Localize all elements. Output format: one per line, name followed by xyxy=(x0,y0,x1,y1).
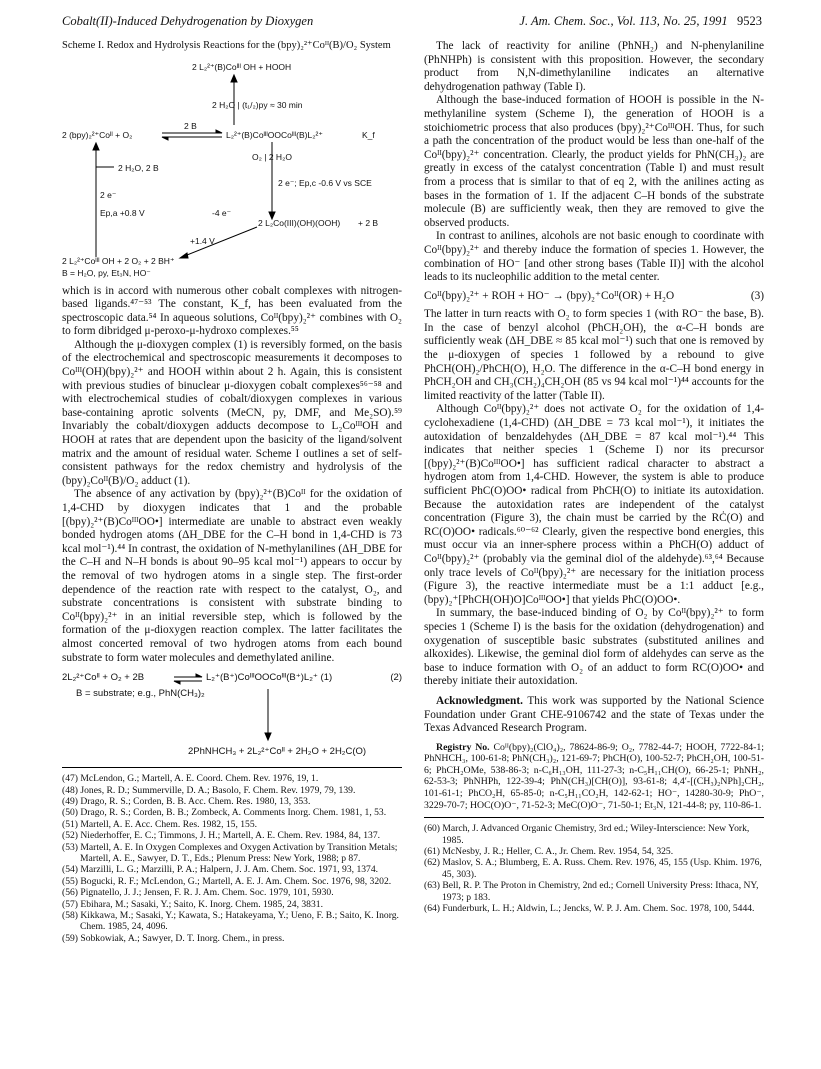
scheme-b-definition: B = H₂O, py, Et₃N, HO⁻ xyxy=(62,267,151,278)
reference-item: (49) Drago, R. S.; Corden, B. B. Acc. Chem. Res. 1980, 13, 353. xyxy=(62,795,311,807)
paragraph: In summary, the base-induced binding of O₂ by Coᴵᴵ(bpy)₂²⁺ to form species 1 (Scheme I) is the basis for the oxidation (dehydrogenation) and oxygenation of susceptible basic substrates (substituted anilines and alkoxides). Likewise, the geminal diol form of aldehydes can serve as the base to induce formation with O₂ of an adduct to form RC(O)OO• and thereby initiate their autoxidation. xyxy=(424,607,764,688)
scheme-hydrolysis-label: 2 H₂O | (t₁/₂)py ≈ 30 min xyxy=(212,99,303,110)
equation-2 xyxy=(62,669,402,761)
reference-item: (54) Marzilli, L. G.; Marzilli, P. A.; Halpern, J. J. Am. Chem. Soc. 1971, 93, 1374. xyxy=(62,864,379,876)
scheme-redox-label: 2 e⁻; Ep,c -0.6 V vs SCE xyxy=(278,177,372,188)
scheme-epa: Ep,a +0.8 V xyxy=(100,207,145,218)
acknowledgment xyxy=(424,695,764,736)
scheme-2e: 2 e⁻ xyxy=(100,189,117,200)
scheme-start: 2 (bpy)₂²⁺Coᴵᴵ + O₂ xyxy=(62,129,133,140)
registry-label: Registry No. xyxy=(436,741,490,753)
header-journal-ref: J. Am. Chem. Soc., Vol. 113, No. 25, 1991 xyxy=(519,14,728,28)
reference-item: (59) Sobkowiak, A.; Sawyer, D. T. Inorg. Chem., in press. xyxy=(62,932,285,944)
scheme-plus-1-4v: +1.4 V xyxy=(190,235,215,246)
page-number: 9523 xyxy=(737,14,762,28)
scheme-arrows xyxy=(62,57,402,279)
reference-item: (64) Funderburk, L. H.; Aldwin, L.; Jencks, W. P. J. Am. Chem. Soc. 1978, 100, 5444. xyxy=(424,903,755,915)
footnote-rule xyxy=(424,817,764,818)
scheme-h2o-2b: 2 H₂O, 2 B xyxy=(118,162,159,173)
scheme-2b: 2 B xyxy=(184,120,197,131)
scheme-minus-4e: -4 e⁻ xyxy=(212,207,232,218)
scheme-plus-2b: + 2 B xyxy=(358,217,379,228)
paragraph: Although Coᴵᴵ(bpy)₂²⁺ does not activate O₂ for the oxidation of 1,4-cyclohexadiene (1,4-CHD) (ΔH_DBE = 73 kcal mol⁻¹), it initiates the autoxidation of benzaldehydes (ΔH_DBE = 87 kcal mol⁻¹).⁴⁴ This indicates that neither species 1 (Scheme I) nor its precursor [(bpy)₂²⁺(B)CoᴵᴵᴵOO•] has sufficient radical character to abstract a hydrogen atom from 1,4-CHD. However, the system is able to produce sufficient PhC(O)OO• radical from PhCH(O) to initiate its autoxidation. Because the autoxidation rates are independent of the catalyst concentration (Figure 3), the chain must be carried by the RĊ(O) and RC(O)OO• radicals.⁶⁰⁻⁶² Clearly, given the respective bond energies, this must occur via an inner-sphere process within a PhCH(O) adduct of Coᴵᴵ(bpy)₂²⁺ (probably via the geminal diol of the aldehyde).⁶³,⁶⁴ Because only trace levels of Coᴵᴵ(bpy)₂²⁺ are necessary for the initiation process (Figure 3), the reactive intermediate must be a 1:1 adduct [e.g., (bpy)₂⁺[PhCH(OH)O]CoᴵᴵᴵOO•] that yields PhC(O)OO•. xyxy=(424,403,764,606)
paragraph: which is in accord with numerous other cobalt complexes with nitrogen-based ligands.⁴⁷⁻⁵³ The constant, K_f, has been evaluated from the spectroscopic data.⁵⁴ In aqueous solutions, Coᴵᴵ(bpy)₂²⁺ combines with O₂ to form dibridged μ-peroxo-μ-hydroxo complexes.⁵⁵ xyxy=(62,284,402,338)
references-left xyxy=(62,773,402,944)
paragraph: In contrast to anilines, alcohols are not basic enough to coordinate with Coᴵᴵ(bpy)₂²⁺ and thereby induce the formation of species 1. However, the combination of HO⁻ [and other strong bases (Table II)] with the alcohol leads to its nucleophilic addition to the metal center. xyxy=(424,230,764,284)
reference-item: (53) Martell, A. E. In Oxygen Complexes and Oxygen Activation by Transition Metals; Martell, A. E., Sawyer, D. T., Eds.; Plenum Press: New York, 1988; p 87. xyxy=(62,841,398,864)
equation-2-products: 2PhNHCH₃ + 2L₂²⁺Coᴵᴵ + 2H₂O + 2H₂C(O) xyxy=(188,746,367,758)
reference-item: (63) Bell, R. P. The Proton in Chemistry, 2nd ed.; Cornell University Press: Ithaca, NY, 1973; p 183. xyxy=(424,880,759,903)
acknowledgment-text: This work was supported by the National Science Foundation under Grant CHE-9106742 and the state of Texas under the Texas Advanced Research Program. xyxy=(424,694,764,735)
scheme-o2-h2o: O₂ | 2 H₂O xyxy=(252,151,292,162)
reference-item: (57) Ebihara, M.; Sasaki, Y.; Saito, K. Inorg. Chem. 1985, 24, 3831. xyxy=(62,898,323,910)
scheme-top-product: 2 L₂²⁺(B)Coᴵᴵᴵ OH + HOOH xyxy=(192,61,292,72)
equation-3 xyxy=(424,290,764,304)
header-title: Cobalt(II)-Induced Dehydrogenation by Dioxygen xyxy=(62,14,314,28)
footnote-rule xyxy=(62,767,402,768)
equation-2-number: (2) xyxy=(390,672,402,684)
scheme-kf: K_f xyxy=(362,129,375,140)
paragraph: Although the base-induced formation of HOOH is possible in the N-methylaniline system (Scheme I), the generation of HOOH is a stoichiometric process that also produces (bpy)₂²⁺CoᴵᴵᴵOH. Thus, for such a path the concentration of the product would be less than one-half of the Coᴵᴵ(bpy)₂²⁺ concentration. Clearly, the product yields for PhN(CH₃)₂ are greatly in excess of the catalyst concentration (Table I) and must result from a process that is similar to that of eq 2, with the anilines acting as bases in the formation of 1. If the adjacent C–H bonds of the substrate molecule (B) are sufficiently weak, then they are removed to give the observed products. xyxy=(424,94,764,229)
right-column xyxy=(424,40,764,915)
acknowledgment-label: Acknowledgment. xyxy=(436,694,523,707)
paragraph: The latter in turn reacts with O₂ to form species 1 (with RO⁻ the base, B). In the case of benzyl alcohol (PhCH₂OH), the α-C–H bonds are sufficiently weak (ΔH_DBE ≈ 85 kcal mol⁻¹) such that one is removed by the μ-dioxygen of species 1 followed by a rebound to give PhCH(OH)₂/PhCH(O), H₂O. The difference in the α-C–H bond energy in PhCH₂OH and CH₃(CH₂)₄CH₂OH (85 vs 94 kcal mol⁻¹)⁴⁴ accounts for the limited reactivity of the latter (Table II). xyxy=(424,308,764,402)
reference-item: (48) Jones, R. D.; Summerville, D. A.; Basolo, F. Chem. Rev. 1979, 79, 139. xyxy=(62,784,356,796)
scheme-ooh-complex: 2 L₂Co(III)(OH)(OOH) xyxy=(258,217,341,228)
reference-item: (60) March, J. Advanced Organic Chemistry, 3rd ed.; Wiley-Interscience: New York, 1985. xyxy=(424,823,750,846)
equation-2-rhs: L₂⁺(B⁺)CoᴵᴵᴵOOCoᴵᴵᴵ(B⁺)L₂⁺ (1) xyxy=(206,672,333,684)
reference-item: (56) Pignatello, J. J.; Jensen, F. R. J. Am. Chem. Soc. 1979, 101, 5930. xyxy=(62,887,334,899)
equation-3-body: Coᴵᴵ(bpy)₂²⁺ + ROH + HO⁻ → (bpy)₂⁺Coᴵᴵ(OR) + H₂O xyxy=(424,289,675,302)
equation-2-substrate-note: B = substrate; e.g., PhN(CH₃)₂ xyxy=(76,688,205,700)
reference-item: (47) McLendon, G.; Martell, A. E. Coord. Chem. Rev. 1976, 19, 1. xyxy=(62,773,319,785)
reference-item: (58) Kikkawa, M.; Sasaki, Y.; Kawata, S.; Hatakeyama, Y.; Ueno, F. B.; Saito, K. Inorg. Chem. 1985, 24, 4096. xyxy=(62,910,399,933)
reference-item: (61) McNesby, J. R.; Heller, C. A., Jr. Chem. Rev. 1954, 54, 325. xyxy=(424,846,674,858)
left-column xyxy=(62,40,402,944)
references-right xyxy=(424,823,764,914)
reference-item: (51) Martell, A. E. Acc. Chem. Res. 1982, 15, 155. xyxy=(62,818,258,830)
scheme-title: Scheme I. Redox and Hydrolysis Reactions for the (bpy)₂²⁺Coᴵᴵ(B)/O₂ System xyxy=(62,40,391,51)
equation-3-number: (3) xyxy=(750,289,764,302)
equation-2-lhs: 2L₂²⁺Coᴵᴵ + O₂ + 2B xyxy=(62,672,145,684)
reference-item: (52) Niederhoffer, E. C.; Timmons, J. H.; Martell, A. E. Chem. Rev. 1984, 84, 137. xyxy=(62,830,381,842)
reference-item: (62) Maslov, S. A.; Blumberg, E. A. Russ. Chem. Rev. 1976, 45, 155 (Usp. Khim. 1976, 45, 303). xyxy=(424,857,762,880)
paragraph: The absence of any activation by (bpy)₂²⁺(B)Coᴵᴵ for the oxidation of 1,4-CHD by dioxygen indicates that 1 and the probable [(bpy)₂²⁺(B)CoᴵᴵᴵOO•] intermediate are unable to abstract even weakly bonded hydrogen atoms (ΔH_DBE for the C–H bond in 1,4-CHD is 73 kcal mol⁻¹).⁴⁴ In contrast, the oxidation of N-methylanilines (ΔH_DBE for the C–H and N–H bonds is about 90–95 kcal mol⁻¹) appears to occur by the removal of two hydrogen atoms in a single step. The first-order dependence of the reaction rate with respect to the catalyst, O₂, and substrate concentrations is consistent with substrate binding to Coᴵᴵ(bpy)₂²⁺ in an initial reversible step, which is followed by the formation of the μ-dioxygen reaction complex. The latter facilitates the almost concerted removal of two hydrogen atoms from each bound substrate to form water molecules and demethylated aniline. xyxy=(62,488,402,664)
reference-item: (55) Bogucki, R. F.; McLendon, G.; Martell, A. E. J. Am. Chem. Soc. 1976, 98, 3202. xyxy=(62,875,392,887)
header-journal xyxy=(519,14,762,29)
paragraph: Although the μ-dioxygen complex (1) is reversibly formed, on the basis of the electrochemical and spectroscopic measurements it decomposes to Coᴵᴵᴵ(OH)(bpy)₂²⁺ and HOOH within about 2 h. Again, this is consistent with previous studies of binuclear μ-dioxygen cobalt complexes⁵⁶⁻⁵⁸ and with electrochemical studies of cobalt/dioxygen complexes in various base-containing aprotic solvents (MeCN, py, DMF, and Me₂SO).⁵⁹ Invariably the cobalt/dioxygen adducts decompose to L₂CoᴵᴵᴵOH and HOOH at rates that are dependent upon the basicity of the ligand/solvent matrix and the amount of residual water. Scheme I outlines a set of self-consistent pathways for the redox chemistry and hydrolysis of the (bpy)₂Coᴵᴵ(B)/O₂ adduct (1). xyxy=(62,338,402,487)
registry-text: Coᴵᴵ(bpy)₂(ClO₄)₂, 78624-86-9; O₂, 7782-44-7; HOOH, 7722-84-1; PhNHCH₃, 100-61-8; PhN(CH₃)₂, 121-69-7; PhCH(O), 100-52-7; PhCH₂OH, 100-51-6; PhCH₂OMe, 538-86-3; n-C₆H₁₃OH, 111-27-3; n-C₅H₁₁CH(O), 66-25-1; PhNH₂, 62-53-3; PhNHPh, 122-39-4; PhN(CH₃)[CH(O)], 93-61-8; 4,4′-[(CH₃)₂NPh]₂CH₂, 101-61-1; PhCO₂H, 65-85-0; n-C₅H₁₁CO₂H, 142-62-1; HO⁻, 14280-30-9; PhO⁻, 3229-70-7; HOC(O)O⁻, 71-52-3; MeC(O)O⁻, 71-50-1; Et₃N, 121-44-8; py, 110-86-1. xyxy=(424,741,764,811)
scheme-bottom-product: 2 L₂²⁺Coᴵᴵᴵ OH + 2 O₂ + 2 BH⁺ xyxy=(62,255,175,266)
reference-item: (50) Drago, R. S.; Corden, B. B.; Zombeck, A. Comments Inorg. Chem. 1981, 1, 53. xyxy=(62,807,387,819)
scheme-diagram xyxy=(62,57,402,279)
paragraph: The lack of reactivity for aniline (PhNH₂) and N-phenylaniline (PhNHPh) is consistent with this proposition. However, the secondary product from N,N-dimethylaniline indicates an alternative dehydrogenation pathway (Table I). xyxy=(424,40,764,93)
registry-numbers xyxy=(424,742,764,812)
scheme-adduct: L₂²⁺(B)CoᴵᴵᴵOOCoᴵᴵᴵ(B)L₂²⁺ xyxy=(226,129,323,140)
